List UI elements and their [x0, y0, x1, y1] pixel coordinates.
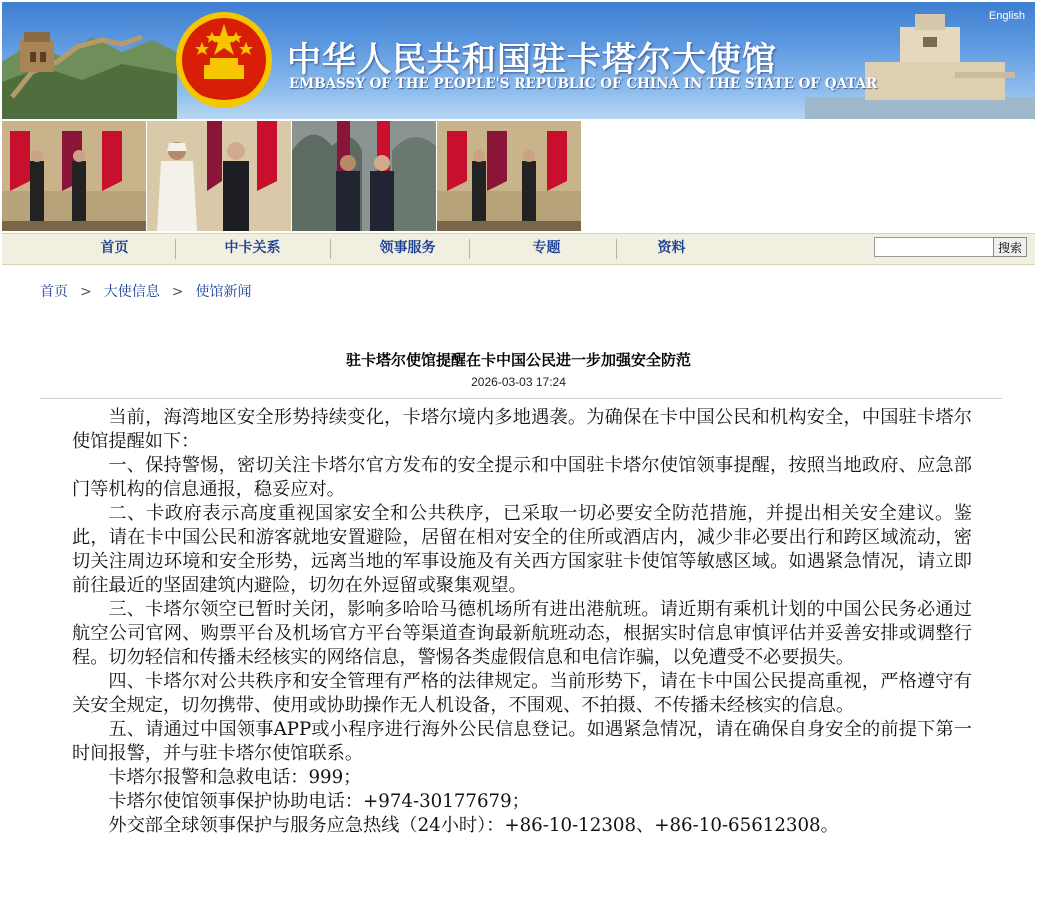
photo-strip [2, 121, 582, 231]
breadcrumb-separator: > [80, 284, 92, 300]
nav-special-topics[interactable]: 专题 [532, 240, 561, 256]
article-date: 2026-03-03 17:24 [471, 375, 566, 389]
breadcrumb-separator: > [171, 284, 184, 300]
leaders-handshake-photo [147, 121, 291, 231]
search-input[interactable] [874, 237, 994, 257]
article-title: 驻卡塔尔使馆提醒在卡中国公民进一步加强安全防范 [345, 351, 691, 369]
breadcrumb-ambassador-info[interactable]: 大使信息 [103, 284, 160, 300]
leaders-photo [2, 121, 146, 231]
article-paragraph: 四、卡塔尔对公共秩序和安全管理有严格的法律规定。当前形势下，请在卡中国公民提高重视，严格遵守有关安全规定，切勿携带、使用或协助操作无人机设备，不围观、不拍摄、不传播未经核实的信息。 [72, 671, 972, 716]
emergency-phone-line: 卡塔尔报警和急救电话：999； [108, 767, 362, 788]
site-subtitle: EMBASSY OF THE PEOPLE'S REPUBLIC OF CHINA IN THE STATE OF QATAR [289, 76, 878, 92]
breadcrumb-embassy-news[interactable]: 使馆新闻 [195, 284, 252, 300]
site-title: 中华人民共和国驻卡塔尔大使馆 [287, 40, 777, 80]
great-wall-image [2, 2, 177, 119]
article-paragraph: 二、卡政府表示高度重视国家安全和公共秩序，已采取一切必要安全防范措施，并提出相关安全建议。鉴此，请在卡中国公民和游客就地安置避险，居留在相对安全的住所或酒店内，减少非必要出行和跨区域流动，密切关注周边环境和安全形势，远离当地的军事设施及有关西方国家驻卡使馆等敏感区域。如遇紧急情况，请立即前往最近的坚固建筑内避险，切勿在外逗留或聚集观望。 [72, 503, 972, 596]
breadcrumb-home[interactable]: 首页 [40, 284, 68, 300]
hotline-line: 外交部全球领事保护与服务应急热线（24小时）：+86-10-12308、+86-10-65612308。 [108, 815, 839, 836]
breadcrumb [40, 281, 251, 301]
article-paragraph: 三、卡塔尔领空已暂时关闭，影响多哈哈马德机场所有进出港航班。请近期有乘机计划的中国公民务必通过航空公司官网、购票平台及机场官方平台等渠道查询最新航班动态，根据实时信息审慎评估并妥善安排或调整行程。切勿轻信和传播未经核实的网络信息，警惕各类虚假信息和电信诈骗，以免遭受不必要损失。 [72, 599, 972, 668]
nav-home[interactable]: 首页 [100, 240, 129, 256]
leaders-meeting-photo [292, 121, 436, 231]
article-paragraph: 当前，海湾地区安全形势持续变化，卡塔尔境内多地遇袭。为确保在卡中国公民和机构安全，中国驻卡塔尔使馆提醒如下： [72, 407, 972, 452]
header-banner [2, 2, 1035, 119]
ministers-photo [437, 121, 581, 231]
title-divider [40, 398, 1002, 399]
nav-china-qatar-relations[interactable]: 中卡关系 [224, 240, 281, 256]
article-paragraph: 五、请通过中国领事APP或小程序进行海外公民信息登记。如遇紧急情况，请在确保自身安全的前提下第一时间报警，并与驻卡塔尔使馆联系。 [72, 719, 972, 764]
national-emblem-icon [174, 10, 274, 114]
article-paragraph: 一、保持警惕，密切关注卡塔尔官方发布的安全提示和中国驻卡塔尔使馆领事提醒，按照当地政府、应急部门等机构的信息通报，稳妥应对。 [72, 455, 972, 500]
english-link[interactable]: English [988, 10, 1025, 22]
consular-phone-line: 卡塔尔使馆领事保护协助电话：+974-30177679； [108, 791, 530, 812]
article-body [72, 406, 972, 838]
nav-consular-services[interactable]: 领事服务 [379, 240, 436, 256]
nav-resources[interactable]: 资料 [657, 240, 686, 256]
main-nav [2, 233, 1035, 265]
search-button[interactable]: 搜索 [993, 237, 1027, 257]
